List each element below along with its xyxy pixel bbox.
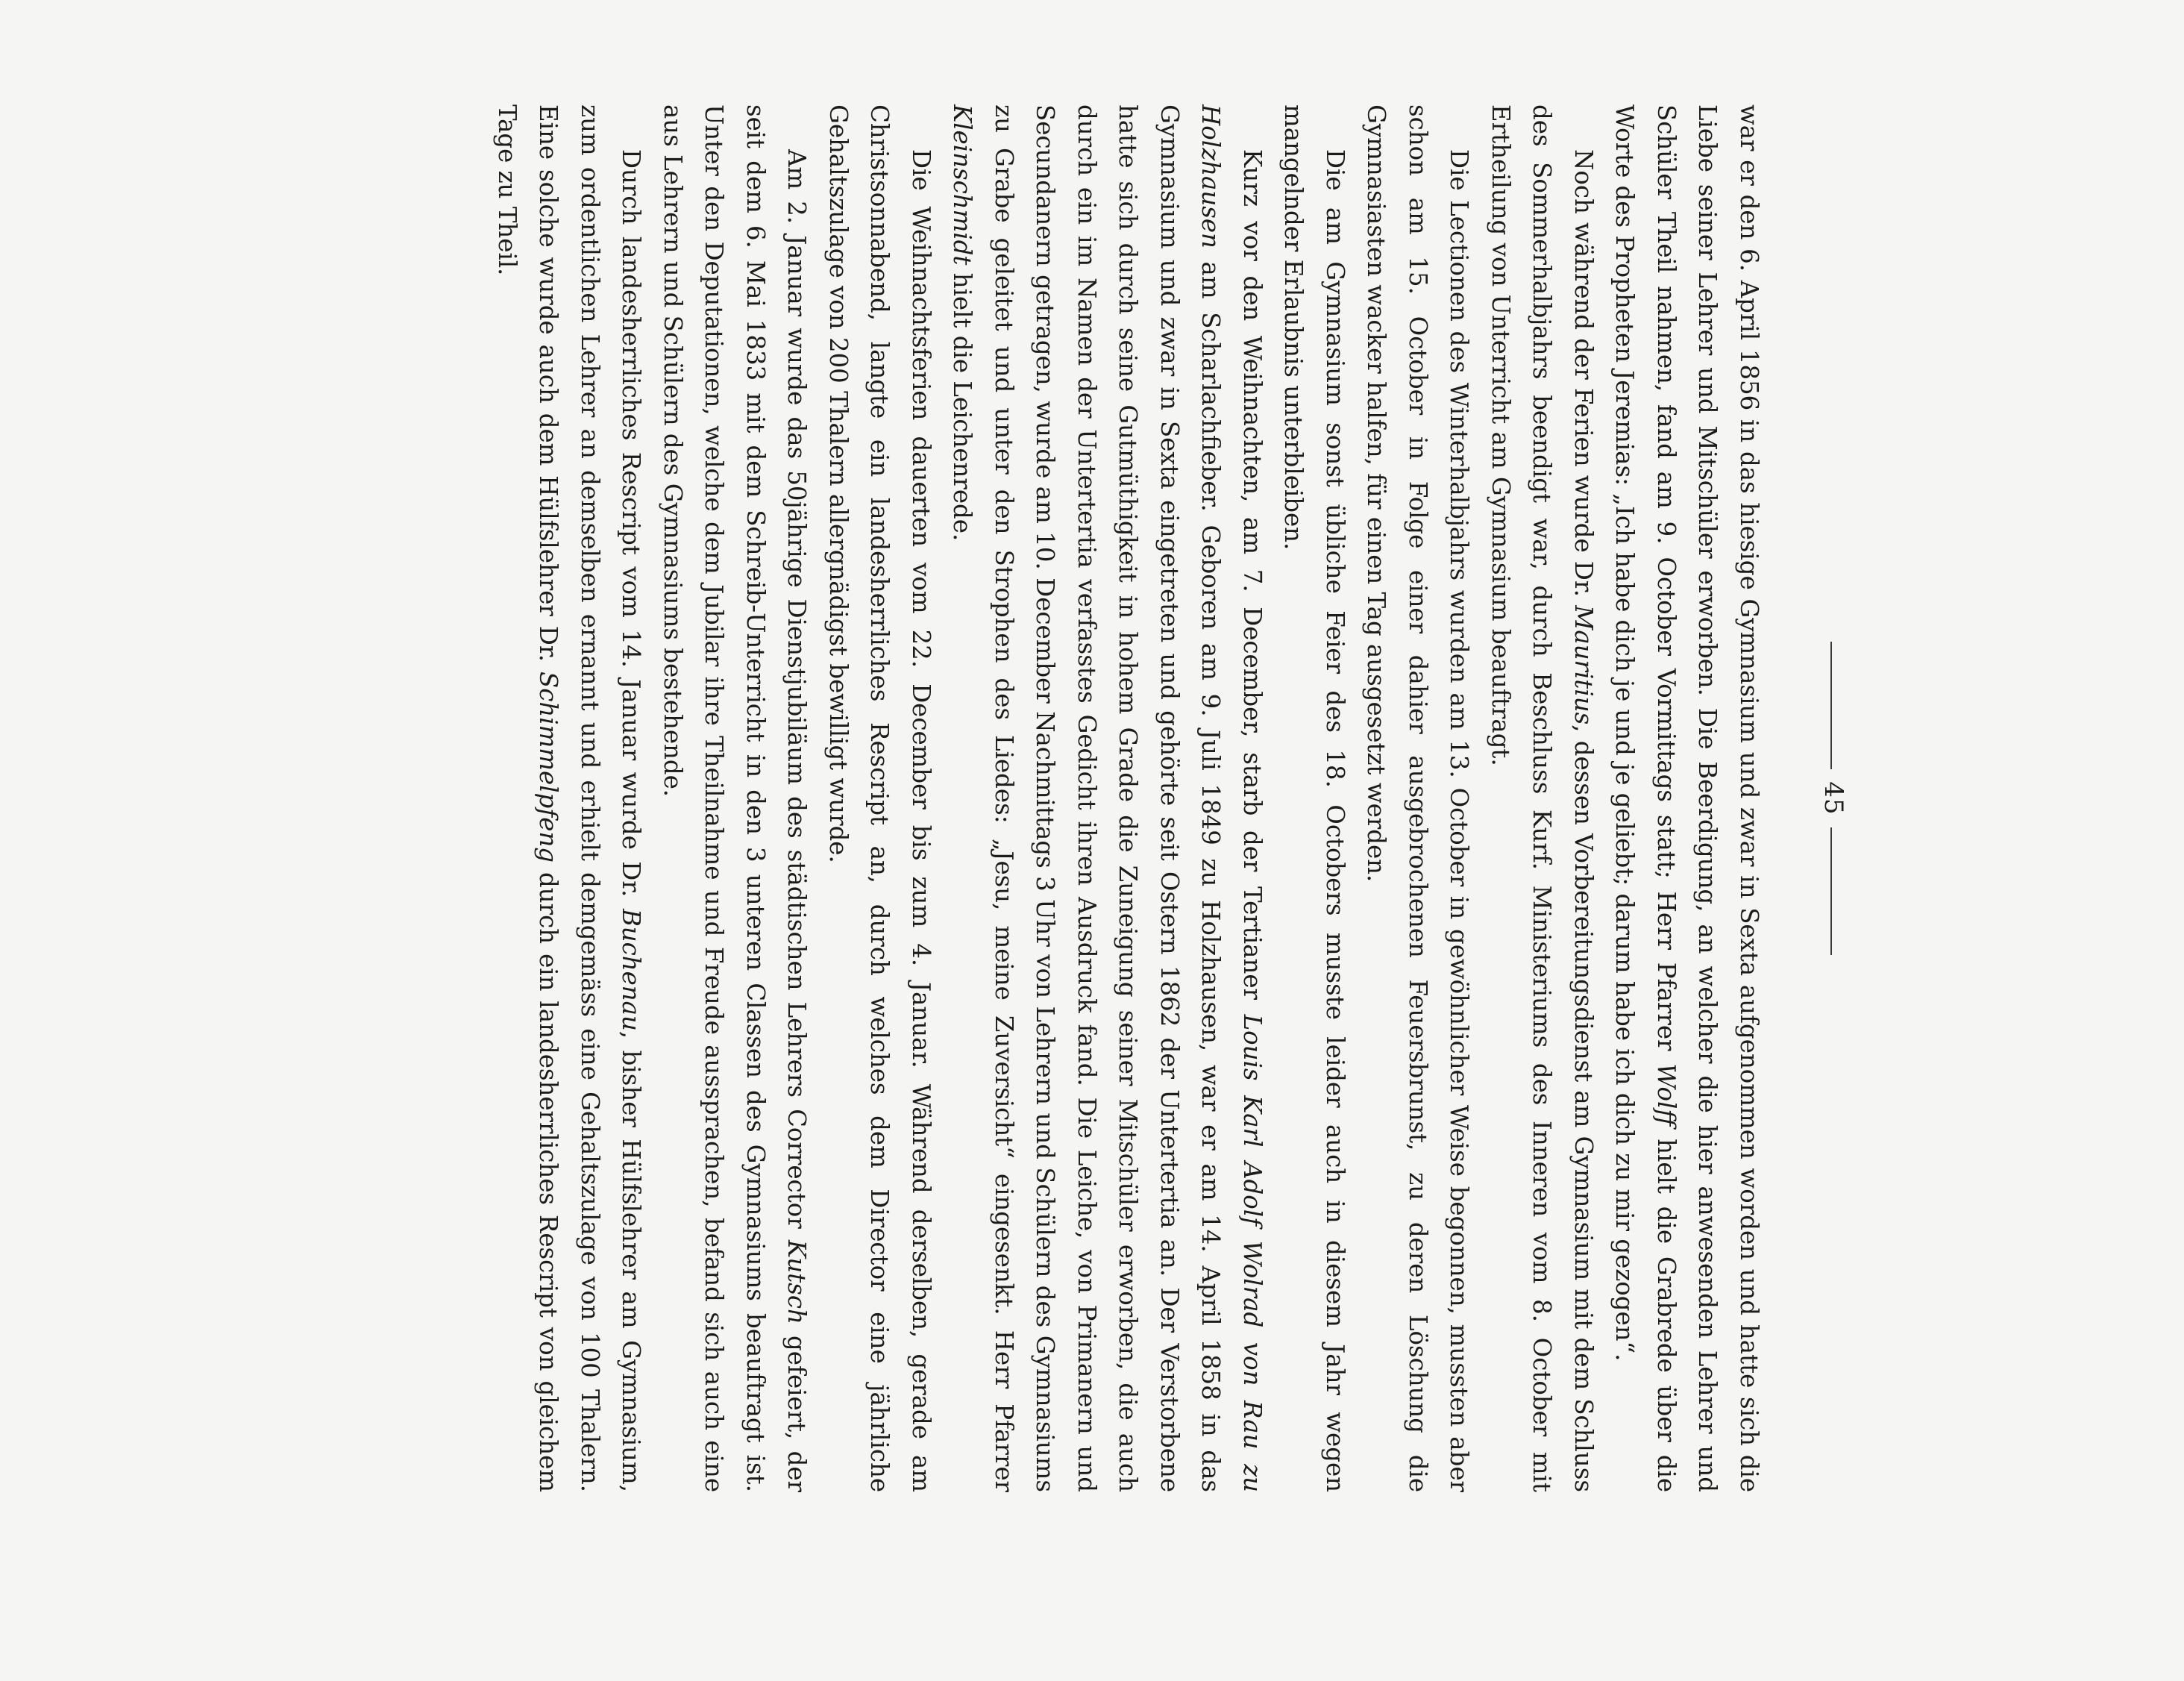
page-number: 45 [1819, 769, 1848, 827]
paragraph: Kurz vor den Weihnachten, am 7. December, starb der Tertianer Louis Karl Adolf Wolrad von Rau zu Holzhausen am Scharlachfieber. Geboren am 9. Juli 1849 zu Holzhausen, war er am 14. April 1858 in das Gymnasium und zwar in Sexta eingetreten und gehörte seit Ostern 1862 der Untertertia an. Der Verstorbene hatte sich durch seine Gutmüthigkeit in hohem Grade die Zuneigung seiner Mitschüler erworben, die auch durch ein im Namen der Untertertia verfasstes Gedicht ihren Ausdruck fand. Die Leiche, von Primanern und Secundanern getragen, wurde am 10. December Nachmittags 3 Uhr von Lehrern und Schülern des Gymnasiums zu Grabe geleitet und unter den Strophen des Liedes: „Jesu, meine Zuversicht“ eingesenkt. Herr Pfarrer Kleinschmidt hielt die Leichenrede. [948, 104, 1267, 1492]
paragraph: Die Lectionen des Winterhalbjahrs wurden am 13. October in gewöhnlicher Weise begonnen, mussten aber schon am 15. October in Folge einer dahier ausgebrochenen Feuersbrunst, zu deren Löschung die Gymnasiasten wacker halfen, für einen Tag ausgesetzt werden. [1362, 104, 1474, 1492]
paragraph: Die Weihnachtsferien dauerten vom 22. December bis zum 4. Januar. Während derselben, gerade am Christsonnabend, langte ein landesherrliches Rescript an, durch welches dem Director eine jährliche Gehaltszulage von 200 Thalern allergnädigst bewilligt wurde. [824, 104, 935, 1492]
paragraph: war er den 6. April 1856 in das hiesige Gymnasium und zwar in Sexta aufgenommen worden und hatte sich die Liebe seiner Lehrer und Mitschüler erworben. Die Beerdigung, an welcher die hier anwesenden Lehrer und Schüler Theil nahmen, fand am 9. October Vormittags statt; Herr Pfarrer Wolff hielt die Grabrede über die Worte des Propheten Jeremias: „Ich habe dich je und je geliebt; darum habe ich dich zu mir gezogen“. [1610, 104, 1763, 1492]
rotated-text-block [331, 104, 1853, 1492]
page-header [1808, 104, 1853, 1492]
paragraph: Durch landesherrliches Rescript vom 14. Januar wurde Dr. Buchenau, bisher Hülfslehrer am Gymnasium, zum ordentlichen Lehrer an demselben ernannt und erhielt demgemäss eine Gehaltszulage von 100 Thalern. Eine solche wurde auch dem Hülfslehrer Dr. Schimmelpfeng durch ein landesherrliches Rescript von gleichem Tage zu Theil. [493, 104, 646, 1492]
paragraph: Noch während der Ferien wurde Dr. Mauritius, dessen Vorbereitungsdienst am Gymnasium mit dem Schluss des Sommerhalbjahrs beendigt war, durch Beschluss Kurf. Ministeriums des Inneren vom 8. October mit Ertheilung von Unterricht am Gymnasium beauftragt. [1487, 104, 1598, 1492]
paragraph: Am 2. Januar wurde das 50jährige Dienstjubiläum des städtischen Lehrers Corrector Kutsch gefeiert, der seit dem 6. Mai 1833 mit dem Schreib-Unterricht in den 3 unteren Classen des Gymnasiums beauftragt ist. Unter den Deputationen, welche dem Jubilar ihre Theilnahme und Freude aussprachen, befand sich auch eine aus Lehrern und Schülern des Gymnasiums bestehende. [659, 104, 812, 1492]
body-text [486, 104, 1770, 1492]
paragraph: Die am Gymnasium sonst übliche Feier des 18. Octobers musste leider auch in diesem Jahr wegen mangelnder Erlaubnis unterbleiben. [1279, 104, 1349, 1492]
